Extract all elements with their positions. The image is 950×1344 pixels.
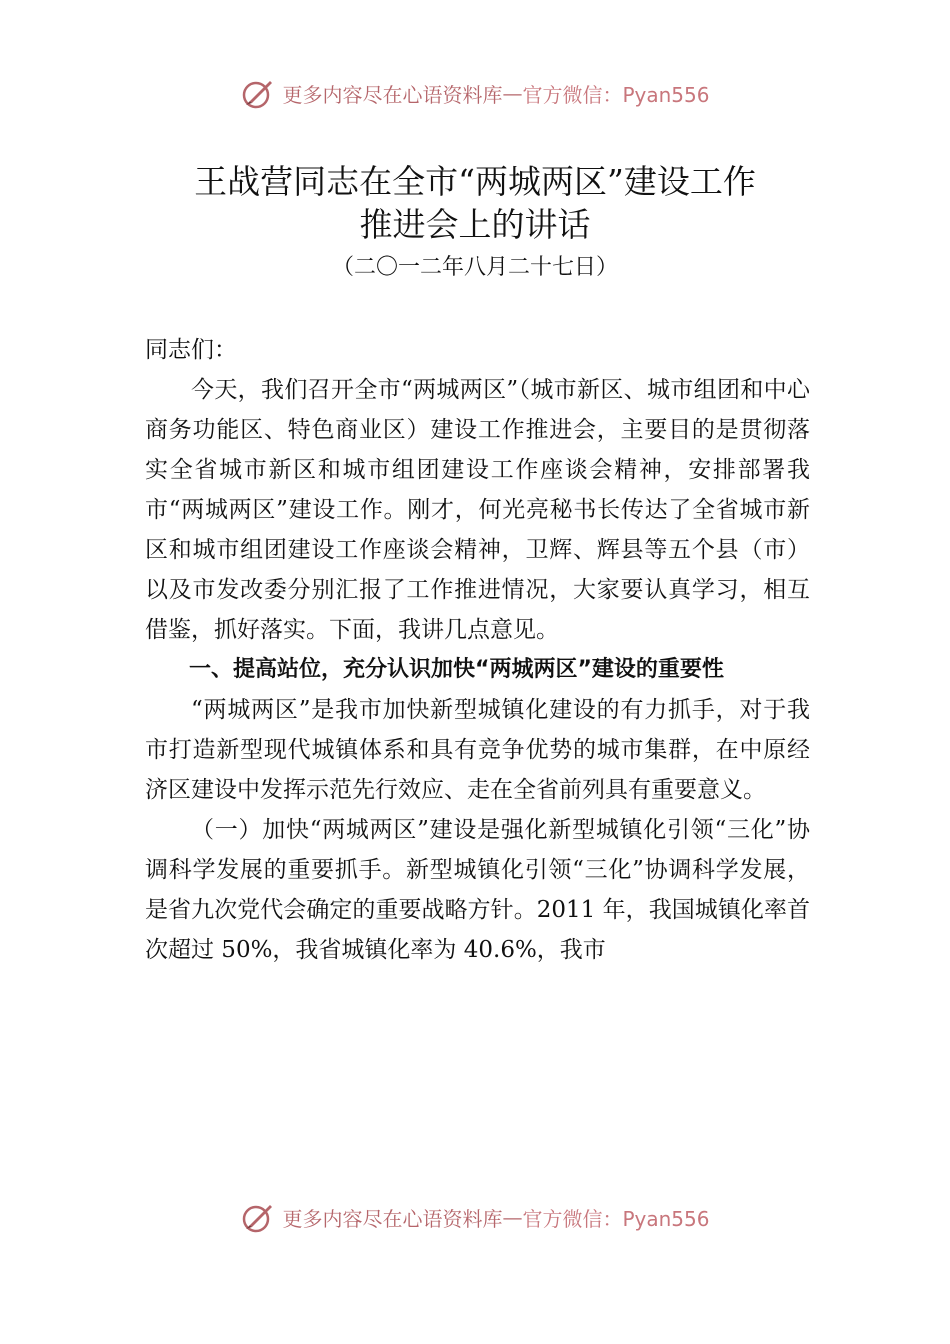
- banner-wechat-text: 官方微信：Pyan556: [522, 82, 710, 107]
- section-heading: 一、提高站位，充分认识加快“两城两区”建设的重要性: [189, 657, 724, 682]
- paragraph: “两城两区”是我市加快新型城镇化建设的有力抓手，对于我市打造新型现代城镇体系和具有竞争优势的城市集群，在中原经济区建设中发挥示范先行效应、走在全省前列具有重要意义。: [145, 697, 810, 803]
- document-title-line2: 推进会上的讲话: [359, 205, 591, 244]
- paragraph: （一）加快“两城两区”建设是强化新型城镇化引领“三化”协调科学发展的重要抓手。新型城镇化引领“三化”协调科学发展，是省九次党代会确定的重要战略方针。2011 年，我国城镇化率首次超过 50%，我省城镇化率为 40.6%，我市: [145, 817, 810, 963]
- banner-main-text: 更多内容尽在心语资料库: [282, 82, 503, 107]
- banner-dash: —: [502, 81, 523, 105]
- banner-wechat-text: 官方微信：Pyan556: [522, 1206, 710, 1231]
- paragraph: 今天，我们召开全市“两城两区”（城市新区、城市组团和中心商务功能区、特色商业区）建设工作推进会，主要目的是贯彻落实全省城市新区和城市组团建设工作座谈会精神，安排部署我市“两城两区”建设工作。刚才，何光亮秘书长传达了全省城市新区和城市组团建设工作座谈会精神，卫辉、辉县等五个县（市）以及市发改委分别汇报了工作推进情况，大家要认真学习，相互借鉴，抓好落实。下面，我讲几点意见。: [145, 377, 810, 643]
- document-body: [145, 330, 810, 970]
- salutation: 同志们：: [145, 337, 237, 363]
- banner-dash: —: [502, 1205, 523, 1229]
- document-date: （二〇一二年八月二十七日）: [331, 255, 618, 280]
- pen-logo-icon: [240, 1199, 276, 1235]
- pen-logo-icon: [240, 75, 276, 111]
- banner-main-text: 更多内容尽在心语资料库: [282, 1206, 503, 1231]
- document-title-line1: 王战营同志在全市“两城两区”建设工作: [194, 162, 756, 201]
- header-banner: [0, 73, 950, 113]
- footer-banner: [0, 1197, 950, 1237]
